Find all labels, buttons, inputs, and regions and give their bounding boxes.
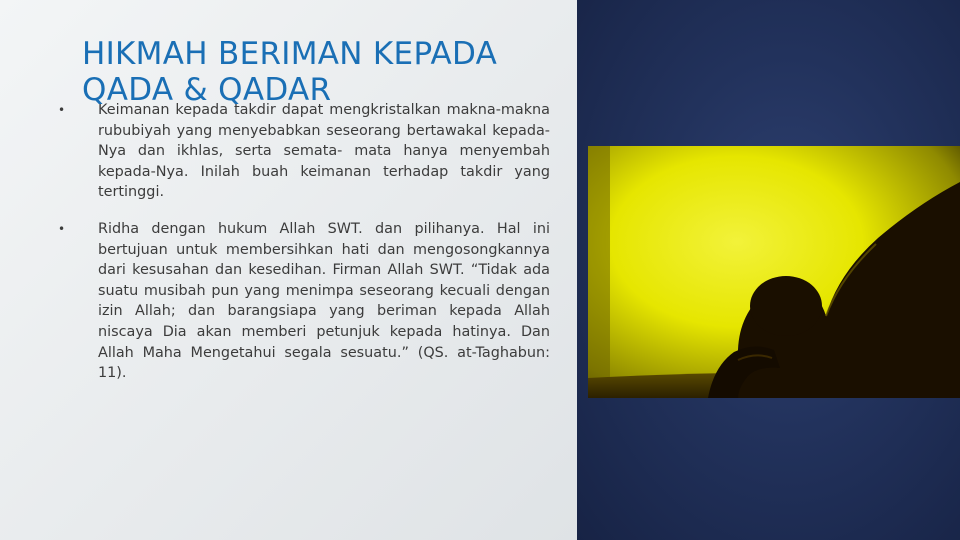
bullet-marker: • bbox=[58, 103, 66, 117]
bullet-item bbox=[58, 100, 550, 203]
bullet-text: Ridha dengan hukum Allah SWT. dan pilihanya. Hal ini bertujuan untuk membersihkan hati dan mengosongkannya dari kesusahan dan kesedihan. Firman Allah SWT. “Tidak ada suatu musibah pun yang menimpa seseorang kecuali dengan izin Allah; dan barangsiapa yang beriman kepada Allah niscaya Dia akan memberi petunjuk kepada hatinya. Dan Allah Maha Mengetahui segala sesuatu.” (QS. at-Taghabun: 11). bbox=[98, 220, 550, 382]
bullet-text: Keimanan kepada takdir dapat mengkristalkan makna-makna rububiyah yang menyebabkan seseorang bertawakal kepada-Nya dan ikhlas, serta semata- mata hanya menyembah kepada-Nya. Inilah buah keimanan terhadap takdir yang tertinggi. bbox=[98, 102, 550, 201]
bullet-list bbox=[58, 100, 550, 400]
slide-title: HIKMAH BERIMAN KEPADA QADA & QADAR bbox=[82, 36, 498, 108]
bullet-marker: • bbox=[58, 221, 66, 236]
prayer-silhouette-photo bbox=[588, 146, 960, 398]
bullet-item bbox=[58, 219, 550, 384]
